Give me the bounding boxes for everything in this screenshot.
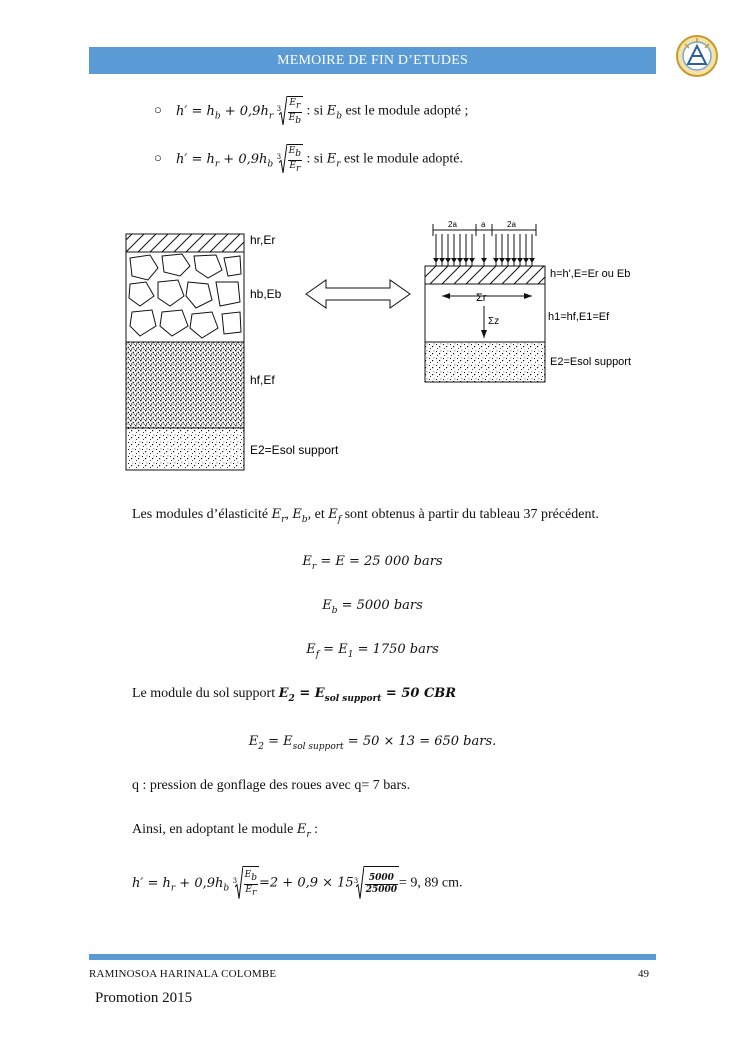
foundation-layer-left: [126, 342, 244, 428]
pavement-diagram: [120, 210, 660, 480]
formula-bullet-1: $h' = h_b + 0,9h_r$ 3 $\frac{E_r}{E_b}$ : si $E_b$ est le module adopté ;: [176, 97, 469, 126]
left-layer-stack: [126, 234, 244, 470]
equation-e2: $E_2 = E_{sol support} = 50 \times 13 = 650$ bars.: [248, 734, 497, 753]
footer-promotion: Promotion 2015: [95, 990, 193, 1006]
equivalence-double-arrow: [306, 280, 410, 308]
label-sigma-z: Σz: [488, 316, 500, 327]
bullet-circle: ○: [154, 102, 162, 117]
label-e2-left: E2=Esol support: [250, 443, 339, 457]
institution-logo: [675, 34, 719, 78]
footer-rule: [89, 954, 656, 960]
dim-a: a: [481, 220, 486, 229]
equation-er: $E_r = E = 25$ 000 bars: [302, 554, 443, 573]
equation-eb: $E_b = 5000$ bars: [322, 598, 423, 617]
base-layer-left: [126, 252, 244, 342]
footer-author: RAMINOSOA HARINALA COLOMBE: [89, 968, 277, 980]
page-number: 49: [638, 968, 649, 980]
paragraph-modules: Les modules d’élasticité $E_r$, $E_b$, et $E_f$ sont obtenus à partir du tableau 37 précédent.: [132, 507, 599, 525]
dim-2a-left: 2a: [448, 220, 457, 229]
formula-bullet-2: $h' = h_r + 0,9h_b$ 3 $\frac{E_b}{E_r}$ : si $E_r$ est le module adopté.: [176, 145, 464, 174]
paragraph-pressure: q : pression de gonflage des roues avec q= 7 bars.: [132, 778, 411, 793]
subgrade-layer-left: [126, 428, 244, 470]
label-h-equivalent: h=h',E=Er ou Eb: [550, 268, 631, 280]
label-hb-eb: hb,Eb: [250, 287, 282, 301]
label-hf-ef: hf,Ef: [250, 373, 275, 387]
label-e2-right: E2=Esol support: [550, 356, 632, 368]
paragraph-adopt: Ainsi, en adoptant le module $E_r$ :: [132, 822, 319, 840]
bullet-circle: ○: [154, 150, 162, 165]
page-header: MEMOIRE DE FIN D’ETUDES: [89, 47, 656, 74]
paragraph-subgrade-module: Le module du sol support $E_2 = E_{sol support} = 50$ CBR: [132, 686, 457, 704]
label-h1-e1: h1=hf,E1=Ef: [548, 311, 610, 323]
equation-ef: $E_f = E_1 = 1750$ bars: [306, 642, 439, 661]
surface-layer-left: [126, 234, 244, 252]
label-hr-er: hr,Er: [250, 233, 276, 247]
final-formula: $h' = h_r + 0,9h_b$ 3 $\frac{E_b}{E_r}$ =2 + 0,9 × 15 3 $\frac{5000}{25000}$ = 9, 89 cm.: [132, 866, 463, 905]
dim-2a-right: 2a: [507, 220, 516, 229]
right-layer-stack: [425, 220, 545, 382]
label-sigma-r: Σr: [476, 292, 487, 304]
